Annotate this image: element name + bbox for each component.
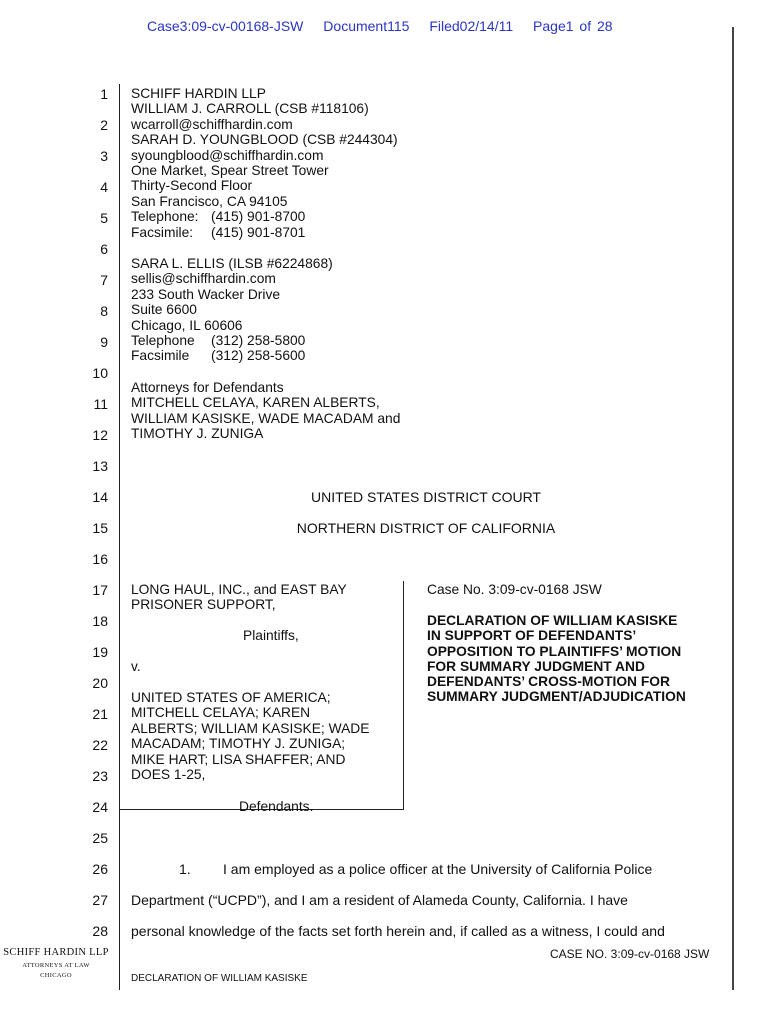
line-number: 24 (92, 799, 108, 815)
line-number: 2 (100, 117, 108, 133)
line-number: 14 (92, 489, 108, 505)
attorney-name: WILLIAM J. CARROLL (CSB #118106) (131, 101, 369, 117)
address-line: Suite 6600 (131, 302, 197, 318)
line-number: 17 (92, 582, 108, 598)
footer-firm-city: CHICAGO (40, 972, 72, 979)
defendant-line: MITCHELL CELAYA; KAREN (131, 705, 311, 721)
line-number: 1 (100, 86, 108, 102)
document-title-line: IN SUPPORT OF DEFENDANTS’ (427, 628, 637, 644)
facsimile-label: Facsimile: (131, 224, 194, 240)
line-number: 3 (100, 148, 108, 164)
right-margin-rule (732, 27, 734, 990)
attorneys-for-block (131, 380, 400, 442)
plaintiffs-label: Plaintiffs, (243, 628, 299, 643)
document-title-line: DECLARATION OF WILLIAM KASISKE (427, 613, 678, 628)
body-line: Department (“UCPD”), and I am a resident of Alameda County, California. I have (131, 892, 628, 908)
line-number: 25 (92, 830, 108, 846)
document-title-line: SUMMARY JUDGMENT/ADJUDICATION (427, 689, 686, 705)
header-page-number: Page1 of 28 (533, 18, 613, 34)
line-number: 12 (92, 427, 108, 443)
footer-firm-subtitle: ATTORNEYS AT LAW (22, 962, 90, 969)
address-line: Chicago, IL 60606 (131, 317, 243, 333)
body-line: personal knowledge of the facts set forth herein and, if called as a witness, I could and (131, 923, 665, 939)
footer-firm-name: SCHIFF HARDIN LLP (3, 947, 109, 958)
line-number: 9 (100, 334, 108, 350)
ecf-header (147, 18, 627, 34)
telephone-line (131, 333, 333, 348)
line-number: 16 (92, 551, 108, 567)
attorneys-for-line: MITCHELL CELAYA, KAREN ALBERTS, (131, 395, 380, 411)
attorney-email: syoungblood@schiffhardin.com (131, 147, 324, 163)
attorney-email: sellis@schiffhardin.com (131, 271, 276, 287)
line-number: 19 (92, 644, 108, 660)
attorneys-for-line: Attorneys for Defendants (131, 380, 284, 395)
attorneys-for-line: TIMOTHY J. ZUNIGA (131, 426, 264, 442)
versus: v. (131, 659, 141, 674)
caption-plaintiffs (131, 582, 347, 613)
line-number: 13 (92, 458, 108, 474)
defendant-line: DOES 1-25, (131, 767, 206, 783)
telephone-line (131, 209, 398, 224)
caption-vertical-rule (403, 581, 404, 810)
caption-defendants (131, 690, 369, 782)
telephone-number: (312) 258-5800 (211, 333, 306, 349)
facsimile-line (131, 348, 333, 363)
defendants-label: Defendants. (239, 799, 314, 814)
counsel-block-san-francisco (131, 86, 398, 240)
address-line: One Market, Spear Street Tower (131, 163, 329, 179)
body-line: I am employed as a police officer at the University of California Police (223, 861, 653, 877)
attorney-name: SARAH D. YOUNGBLOOD (CSB #244304) (131, 132, 398, 148)
attorney-name: SARA L. ELLIS (ILSB #6224868) (131, 256, 333, 271)
address-line: 233 South Wacker Drive (131, 286, 281, 302)
defendant-line: UNITED STATES OF AMERICA; (131, 690, 331, 705)
telephone-label: Telephone: (131, 209, 199, 225)
facsimile-label: Facsimile (131, 348, 190, 364)
address-line: San Francisco, CA 94105 (131, 193, 288, 209)
document-title-line: OPPOSITION TO PLAINTIFFS’ MOTION (427, 643, 682, 659)
facsimile-number: (415) 901-8701 (211, 224, 306, 240)
document-title-line: FOR SUMMARY JUDGMENT AND (427, 658, 645, 674)
line-number: 27 (92, 892, 108, 908)
court-name: UNITED STATES DISTRICT COURT (311, 489, 541, 505)
line-number: 4 (100, 179, 108, 195)
footer-case-number: CASE NO. 3:09-cv-0168 JSW (550, 947, 710, 961)
line-number: 7 (100, 272, 108, 288)
counsel-block-chicago (131, 256, 333, 364)
court-district: NORTHERN DISTRICT OF CALIFORNIA (296, 520, 556, 536)
line-number: 22 (92, 737, 108, 753)
telephone-label: Telephone (131, 333, 195, 349)
line-number: 28 (92, 923, 108, 939)
case-number: Case No. 3:09-cv-0168 JSW (427, 582, 602, 597)
header-document-number: Document115 (323, 18, 410, 34)
document-title-line: DEFENDANTS’ CROSS-MOTION FOR (427, 674, 670, 690)
line-number: 18 (92, 613, 108, 629)
paragraph-number: 1. (179, 861, 191, 877)
telephone-number: (415) 901-8700 (211, 209, 306, 225)
line-number: 10 (92, 365, 108, 381)
line-number: 21 (92, 706, 108, 722)
header-case-number: Case3:09-cv-00168-JSW (147, 18, 304, 34)
address-line: Thirty-Second Floor (131, 178, 253, 194)
facsimile-number: (312) 258-5600 (211, 348, 306, 364)
attorneys-for-line: WILLIAM KASISKE, WADE MACADAM and (131, 410, 401, 426)
header-filed-date: Filed02/14/11 (429, 18, 514, 34)
firm-name: SCHIFF HARDIN LLP (131, 86, 266, 101)
plaintiff-line: LONG HAUL, INC., and EAST BAY (131, 582, 347, 597)
line-number: 20 (92, 675, 108, 691)
defendant-line: MACADAM; TIMOTHY J. ZUNIGA; (131, 736, 346, 752)
line-number: 11 (93, 396, 108, 412)
line-number: 23 (92, 768, 108, 784)
line-number: 5 (100, 210, 108, 226)
footer-document-title: DECLARATION OF WILLIAM KASISKE (131, 973, 308, 984)
defendant-line: MIKE HART; LISA SHAFFER; AND (131, 751, 346, 767)
line-number: 26 (92, 861, 108, 877)
line-number: 6 (100, 241, 108, 257)
facsimile-line (131, 225, 398, 240)
line-number: 8 (100, 303, 108, 319)
attorney-email: wcarroll@schiffhardin.com (131, 116, 293, 132)
document-title (427, 613, 686, 705)
line-number: 15 (92, 520, 108, 536)
plaintiff-line: PRISONER SUPPORT, (131, 597, 276, 613)
defendant-line: ALBERTS; WILLIAM KASISKE; WADE (131, 720, 370, 736)
left-margin-rule (119, 84, 120, 990)
